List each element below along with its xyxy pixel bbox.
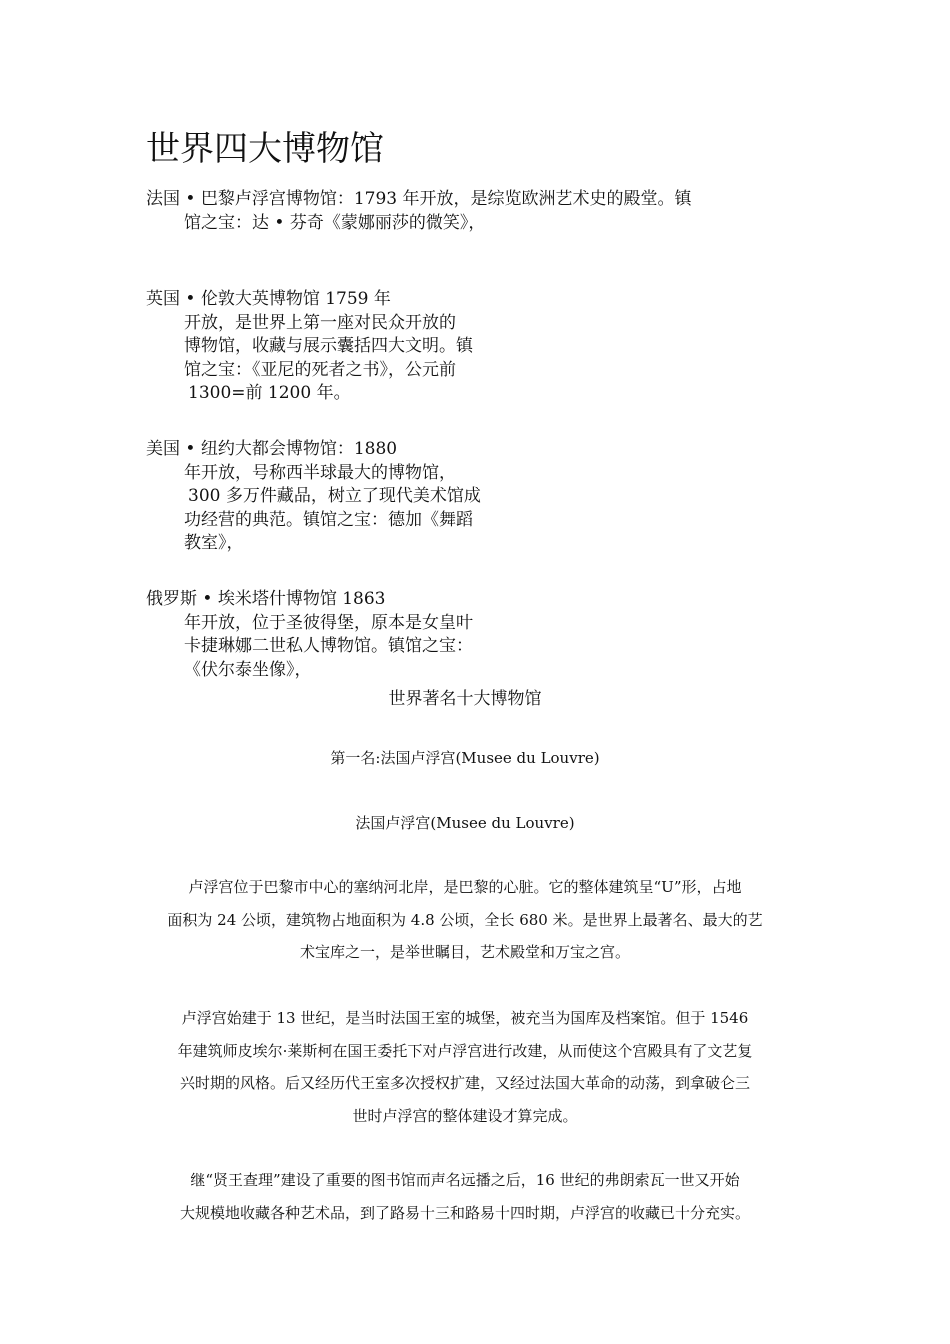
museum-entry-met (146, 438, 481, 556)
paragraph-line: 大规模地收藏各种艺术品，到了路易十三和路易十四时期，卢浮宫的收藏已十分充实。 (179, 1203, 750, 1222)
page-title: 世界四大博物馆 (146, 128, 384, 169)
paragraph-line: 面积为 24 公顷，建筑物占地面积为 4.8 公顷，全长 680 米。是世界上最著名、最大的艺 (167, 910, 763, 929)
entry-line: 300 多万件藏品，树立了现代美术馆成 (188, 486, 481, 506)
museum-entry-louvre (146, 188, 692, 235)
museum-entry-hermitage (146, 588, 473, 682)
paragraph-line: 世时卢浮宫的整体建设才算完成。 (352, 1106, 578, 1125)
entry-line: 英国 • 伦敦大英博物馆 1759 年 (146, 289, 391, 309)
paragraph (145, 1164, 785, 1229)
paragraph (145, 1002, 785, 1132)
entry-line: 年开放，位于圣彼得堡，原本是女皇叶 (184, 612, 473, 633)
entry-line: 法国 • 巴黎卢浮宫博物馆：1793 年开放，是综览欧洲艺术史的殿堂。镇 (146, 189, 692, 209)
entry-line: 博物馆，收藏与展示囊括四大文明。镇 (184, 336, 473, 356)
entry-line: 俄罗斯 • 埃米塔什博物馆 1863 (146, 589, 386, 609)
entry-line: 教室》， (184, 533, 244, 553)
paragraph (145, 871, 785, 969)
paragraph-line: 继“贤王查理”建设了重要的图书馆而声名远播之后，16 世纪的弗朗索瓦一世又开始 (190, 1171, 740, 1189)
section-title: 世界著名十大博物馆 (388, 689, 542, 709)
entry-line: 馆之宝：达 • 芬奇《蒙娜丽莎的微笑》， (184, 212, 486, 233)
entry-line: 馆之宝：《亚尼的死者之书》，公元前 (184, 359, 456, 380)
entry-line: 卡捷琳娜二世私人博物馆。镇馆之宝： (184, 636, 473, 656)
museum-name: 法国卢浮宫(Musee du Louvre) (355, 814, 575, 832)
entry-line: 《伏尔泰坐像》， (184, 659, 312, 680)
entry-line: 美国 • 纽约大都会博物馆：1880 (146, 439, 398, 459)
paragraph-line: 术宝库之一，是举世瞩目，艺术殿堂和万宝之宫。 (299, 943, 630, 961)
rank-heading: 第一名:法国卢浮宫(Musee du Louvre) (330, 749, 600, 767)
entry-line: 开放，是世界上第一座对民众开放的 (184, 312, 456, 333)
museum-entry-british (146, 288, 473, 406)
entry-line: 年开放，号称西半球最大的博物馆， (184, 462, 456, 483)
entry-line: 1300=前 1200 年。 (188, 383, 351, 403)
paragraph-line: 年建筑师皮埃尔·莱斯柯在国王委托下对卢浮宫进行改建，从而使这个宫殿具有了文艺复 (177, 1041, 753, 1060)
entry-line: 功经营的典范。镇馆之宝：德加《舞蹈 (184, 509, 473, 530)
paragraph-line: 卢浮宫始建于 13 世纪，是当时法国王室的城堡，被充当为国库及档案馆。但于 1546 (181, 1009, 749, 1027)
paragraph-line: 兴时期的风格。后又经历代王室多次授权扩建，又经过法国大革命的动荡，到拿破仑三 (179, 1074, 750, 1092)
paragraph-line: 卢浮宫位于巴黎市中心的塞纳河北岸，是巴黎的心脏。它的整体建筑呈“U”形，占地 (188, 878, 742, 896)
